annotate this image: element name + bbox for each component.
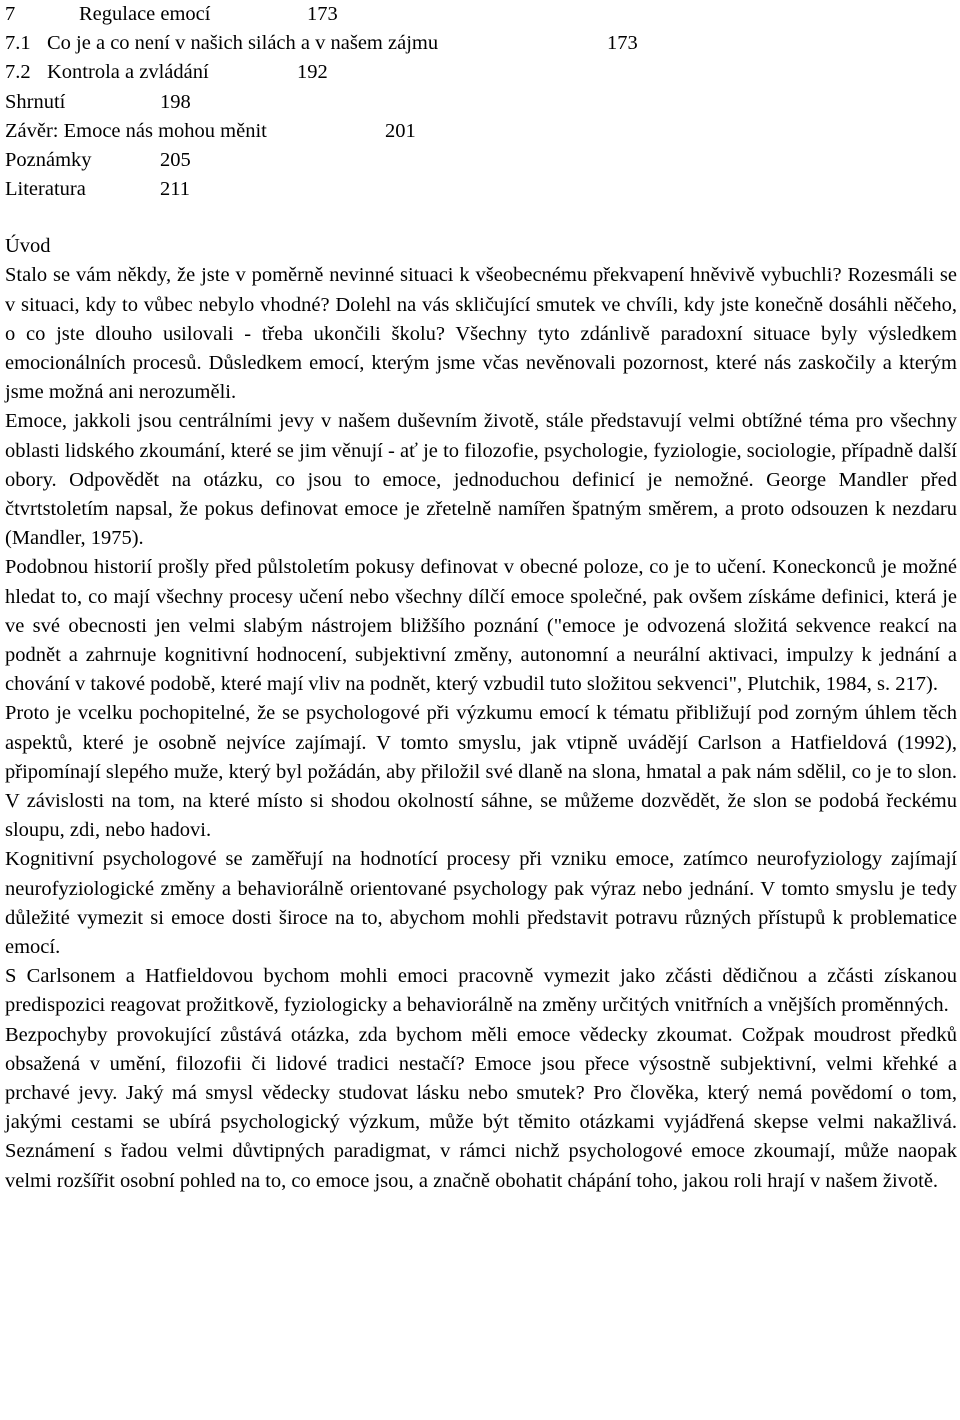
- toc-entry: [5, 175, 957, 204]
- toc-title: Co je a co není v našich silách a v našem zájmu: [47, 32, 439, 55]
- toc-page-number: 173: [607, 32, 638, 55]
- toc-title: Poznámky: [5, 148, 92, 171]
- toc-number: 7.1: [5, 32, 31, 55]
- paragraph: Proto je vcelku pochopitelné, že se psychologové při výzkumu emocí k tématu přibližují pod zorným úhlem těch aspektů, které je osobně nejvíce zajímají. V tomto smyslu, jak vtipně uvádějí Carlson a Hatfieldová (1992), připomínají slepého muže, který byl požádán, aby přiložil své dlaně na slona, hmatal a pak nám sdělil, co je to slon. V závislosti na tom, na které místo si shodou okolností sáhne, se můžeme dozvědět, že slon se podobá řeckému sloupu, zdi, nebo hadovi.: [5, 702, 957, 842]
- paragraph: Stalo se vám někdy, že jste v poměrně nevinné situaci k všeobecnému překvapení hněvivě vybuchli? Rozesmáli se v situaci, kdy to vůbec nebylo vhodné? Dolehl na vás skličující smutek ve chvíli, kdy jste konečně dosáhli něčeho, o co jste dlouho usilovali - třeba ukončili školu? Všechny tyto zdánlivě paradoxní situace byly výsledkem emocionálních procesů. Důsledkem emocí, kterým jsme včas nevěnovali pozornost, které nás zaskočily a kterým jsme možná ani nerozuměli.: [5, 264, 957, 404]
- toc-entry: [5, 29, 957, 58]
- toc-title: Literatura: [5, 178, 86, 201]
- paragraph: Bezpochyby provokující zůstává otázka, zda bychom měli emoce vědecky zkoumat. Cožpak moudrost předků obsažená v umění, filozofii či lidové tradici nestačí? Emoce jsou přece výsostně subjektivní, velmi křehké a prchavé jevy. Jaký má smysl vědecky studovat lásku nebo smutek? Pro člověka, který nemá povědomí o tom, jakými cestami se ubírá psychologický výzkum, může být těmito otázkami vyjádřená skepse velmi nakažlivá. Seznámení s řadou velmi důvtipných paradigmat, v rámci nichž psychologové emoce zkoumají, může naopak velmi rozšířit osobní pohled na to, co emoce jsou, a značně obohatit chápání toho, jakou roli hrají v našem životě.: [5, 1023, 957, 1192]
- paragraph: Kognitivní psychologové se zaměřují na hodnotící procesy při vzniku emoce, zatímco neurofyziology zajímají neurofyziologické změny a behaviorálně orientované psychology pak výraz nebo jednání. V tomto smyslu je tedy důležité vymezit si emoce dosti široce na to, abychom mohli představit potravu různých přístupů k problematice emocí.: [5, 848, 957, 958]
- paragraph: S Carlsonem a Hatfieldovou bychom mohli emoci pracovně vymezit jako zčásti dědičnou a zčásti získanou predispozici reagovat prožitkově, fyziologicky a behaviorálně na změny určitých vnitřních a vnějších proměnných.: [5, 965, 957, 1017]
- toc-title: Shrnutí: [5, 90, 66, 113]
- toc-entry: [5, 88, 957, 117]
- section-title: Úvod: [5, 235, 51, 258]
- toc-page-number: 205: [160, 148, 191, 171]
- paragraph: Podobnou historií prošly před půlstoletím pokusy definovat v obecné poloze, co je to učení. Koneckonců je možné hledat to, co mají všechny procesy učení nebo všechny dílčí emoce společné, pak ovšem získáme definici, která je ve své obecnosti jen velmi slabým nástrojem bližšího poznání ("emoce je odvozená složitá sekvence reakcí na podnět a zahrnuje kognitivní hodnocení, subjektivní změny, autonomní a neurální aktivaci, impulzy k jednání a chování v takové podobě, které mají vliv na podnět, který vzbudil tuto složitou sekvenci", Plutchik, 1984, s. 217).: [5, 556, 957, 696]
- toc-page-number: 173: [307, 3, 338, 25]
- toc-number: 7: [5, 3, 16, 25]
- toc-entry: [5, 58, 957, 87]
- table-of-contents: [5, 0, 957, 204]
- toc-title: Regulace emocí: [79, 3, 211, 25]
- toc-page-number: 192: [297, 61, 328, 84]
- paragraph: Emoce, jakkoli jsou centrálními jevy v našem duševním životě, stále představují velmi obtížné téma pro všechny oblasti lidského zkoumání, které se jim věnují - ať je to filozofie, psychologie, fyziologie, sociologie, případně další obory. Odpovědět na otázku, co jsou to emoce, jednoduchou definicí je nemožné. George Mandler před čtvrtstoletím napsal, že pokus definovat emoce je zřetelně namířen špatným směrem, a proto odsouzen k nezdaru (Mandler, 1975).: [5, 410, 957, 550]
- toc-entry: [5, 0, 957, 29]
- document-page: [5, 0, 957, 1196]
- toc-page-number: 201: [385, 119, 416, 142]
- toc-page-number: 211: [160, 178, 190, 201]
- spacer: [5, 204, 957, 232]
- toc-entry: [5, 146, 957, 175]
- toc-title: Kontrola a zvládání: [47, 61, 209, 84]
- toc-number: 7.2: [5, 61, 31, 84]
- toc-entry: [5, 117, 957, 146]
- toc-title: Závěr: Emoce nás mohou měnit: [5, 119, 267, 142]
- toc-page-number: 198: [160, 90, 191, 113]
